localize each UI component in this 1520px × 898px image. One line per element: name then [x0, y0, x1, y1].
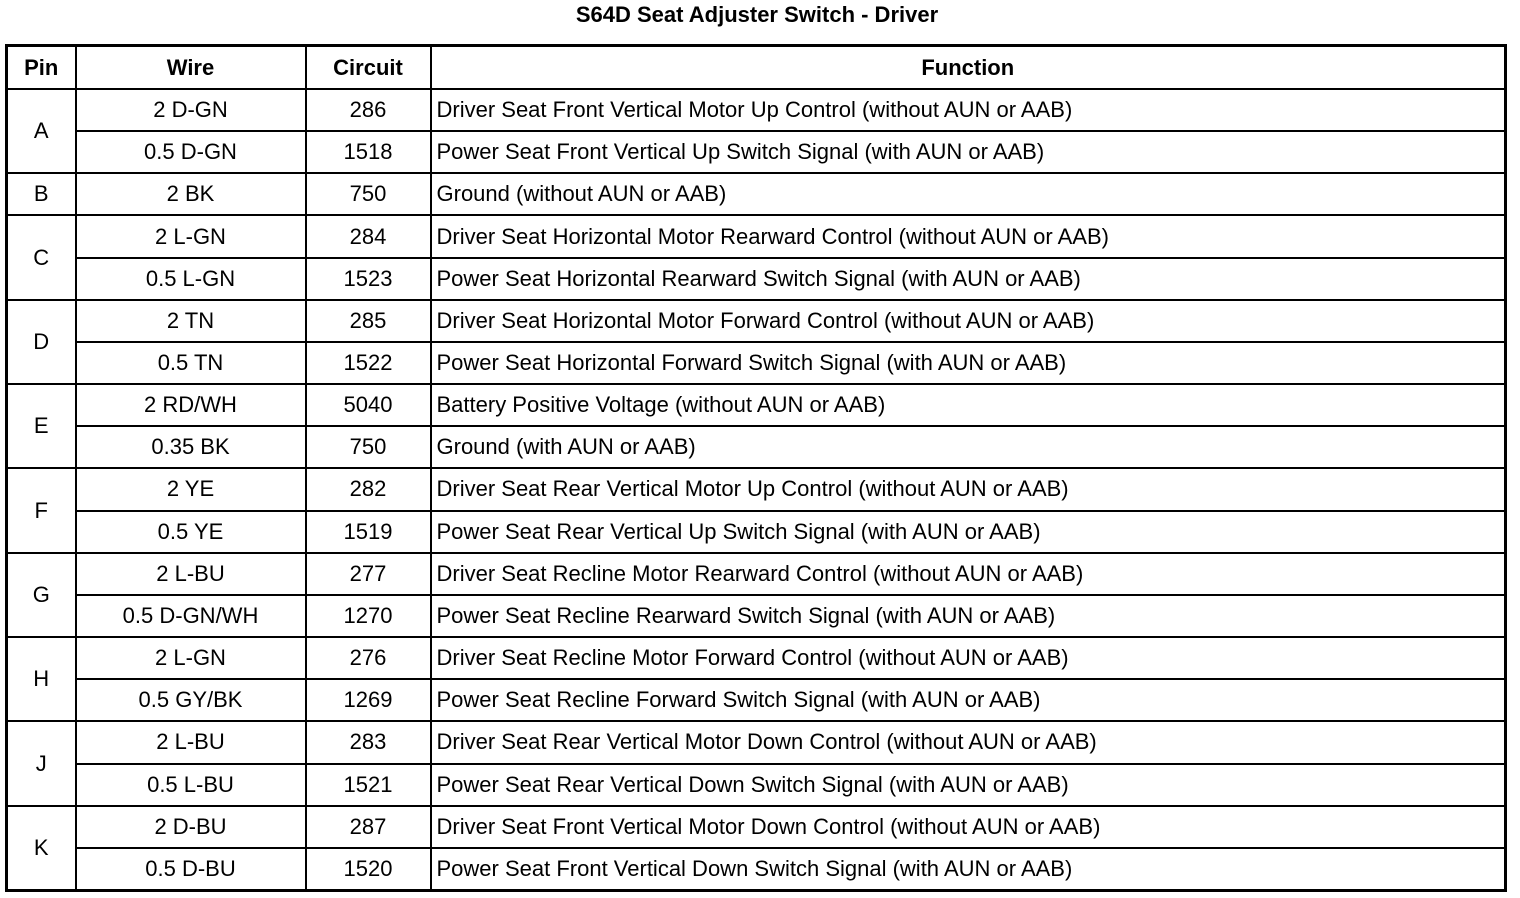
table-row [7, 637, 1506, 679]
header-circuit: Circuit [306, 46, 431, 90]
wire-cell: 0.5 YE [76, 511, 306, 553]
function-cell: Driver Seat Horizontal Motor Rearward Control (without AUN or AAB) [431, 215, 1506, 257]
wire-cell: 2 L-GN [76, 637, 306, 679]
pin-cell: D [7, 300, 76, 384]
wire-cell: 2 L-GN [76, 215, 306, 257]
wire-cell: 0.5 D-GN [76, 131, 306, 173]
function-cell: Driver Seat Rear Vertical Motor Down Control (without AUN or AAB) [431, 721, 1506, 763]
table-row [7, 511, 1506, 553]
circuit-cell: 1518 [306, 131, 431, 173]
function-cell: Power Seat Horizontal Rearward Switch Signal (with AUN or AAB) [431, 258, 1506, 300]
table-row [7, 131, 1506, 173]
circuit-cell: 1520 [306, 848, 431, 891]
circuit-cell: 286 [306, 89, 431, 131]
pin-cell: K [7, 806, 76, 891]
table-row [7, 89, 1506, 131]
circuit-cell: 284 [306, 215, 431, 257]
pin-cell: C [7, 215, 76, 299]
function-cell: Driver Seat Front Vertical Motor Up Control (without AUN or AAB) [431, 89, 1506, 131]
table-row [7, 384, 1506, 426]
pin-cell: B [7, 173, 76, 215]
circuit-cell: 1270 [306, 595, 431, 637]
page-title: S64D Seat Adjuster Switch - Driver [575, 2, 939, 27]
function-cell: Power Seat Recline Rearward Switch Signal (with AUN or AAB) [431, 595, 1506, 637]
wire-cell: 2 BK [76, 173, 306, 215]
function-cell: Ground (without AUN or AAB) [431, 173, 1506, 215]
table-row [7, 173, 1506, 215]
header-function: Function [431, 46, 1506, 90]
table-body [7, 89, 1506, 891]
table-row [7, 764, 1506, 806]
table-row [7, 426, 1506, 468]
header-wire: Wire [76, 46, 306, 90]
pin-cell: F [7, 468, 76, 552]
wire-cell: 0.5 L-BU [76, 764, 306, 806]
function-cell: Power Seat Rear Vertical Down Switch Signal (with AUN or AAB) [431, 764, 1506, 806]
circuit-cell: 277 [306, 553, 431, 595]
circuit-cell: 750 [306, 426, 431, 468]
circuit-cell: 1519 [306, 511, 431, 553]
table-row [7, 300, 1506, 342]
circuit-cell: 282 [306, 468, 431, 510]
pin-cell: E [7, 384, 76, 468]
wire-cell: 2 YE [76, 468, 306, 510]
wire-cell: 0.5 D-GN/WH [76, 595, 306, 637]
table-row [7, 468, 1506, 510]
wire-cell: 0.35 BK [76, 426, 306, 468]
function-cell: Driver Seat Rear Vertical Motor Up Control (without AUN or AAB) [431, 468, 1506, 510]
connector-table [5, 44, 1507, 892]
function-cell: Power Seat Front Vertical Up Switch Signal (with AUN or AAB) [431, 131, 1506, 173]
function-cell: Power Seat Front Vertical Down Switch Signal (with AUN or AAB) [431, 848, 1506, 891]
table-row [7, 553, 1506, 595]
circuit-cell: 287 [306, 806, 431, 848]
wire-cell: 0.5 L-GN [76, 258, 306, 300]
pin-cell: J [7, 721, 76, 805]
function-cell: Driver Seat Front Vertical Motor Down Control (without AUN or AAB) [431, 806, 1506, 848]
wire-cell: 2 D-BU [76, 806, 306, 848]
table-row [7, 342, 1506, 384]
circuit-cell: 5040 [306, 384, 431, 426]
circuit-cell: 283 [306, 721, 431, 763]
circuit-cell: 276 [306, 637, 431, 679]
table-row [7, 679, 1506, 721]
table-row [7, 215, 1506, 257]
circuit-cell: 1269 [306, 679, 431, 721]
function-cell: Power Seat Horizontal Forward Switch Signal (with AUN or AAB) [431, 342, 1506, 384]
table-row [7, 848, 1506, 891]
wire-cell: 0.5 TN [76, 342, 306, 384]
function-cell: Ground (with AUN or AAB) [431, 426, 1506, 468]
pin-cell: A [7, 89, 76, 173]
table-row [7, 595, 1506, 637]
function-cell: Driver Seat Recline Motor Forward Control (without AUN or AAB) [431, 637, 1506, 679]
wire-cell: 0.5 D-BU [76, 848, 306, 891]
table-row [7, 258, 1506, 300]
wire-cell: 2 RD/WH [76, 384, 306, 426]
header-row [7, 46, 1506, 90]
function-cell: Power Seat Recline Forward Switch Signal (with AUN or AAB) [431, 679, 1506, 721]
function-cell: Driver Seat Recline Motor Rearward Control (without AUN or AAB) [431, 553, 1506, 595]
wire-cell: 0.5 GY/BK [76, 679, 306, 721]
function-cell: Battery Positive Voltage (without AUN or AAB) [431, 384, 1506, 426]
circuit-cell: 1522 [306, 342, 431, 384]
wire-cell: 2 L-BU [76, 553, 306, 595]
wire-cell: 2 L-BU [76, 721, 306, 763]
circuit-cell: 1523 [306, 258, 431, 300]
function-cell: Power Seat Rear Vertical Up Switch Signal (with AUN or AAB) [431, 511, 1506, 553]
header-pin: Pin [7, 46, 76, 90]
table-row [7, 806, 1506, 848]
function-cell: Driver Seat Horizontal Motor Forward Control (without AUN or AAB) [431, 300, 1506, 342]
circuit-cell: 285 [306, 300, 431, 342]
pin-cell: G [7, 553, 76, 637]
wire-cell: 2 D-GN [76, 89, 306, 131]
circuit-cell: 750 [306, 173, 431, 215]
circuit-cell: 1521 [306, 764, 431, 806]
pin-cell: H [7, 637, 76, 721]
wire-cell: 2 TN [76, 300, 306, 342]
table-row [7, 721, 1506, 763]
